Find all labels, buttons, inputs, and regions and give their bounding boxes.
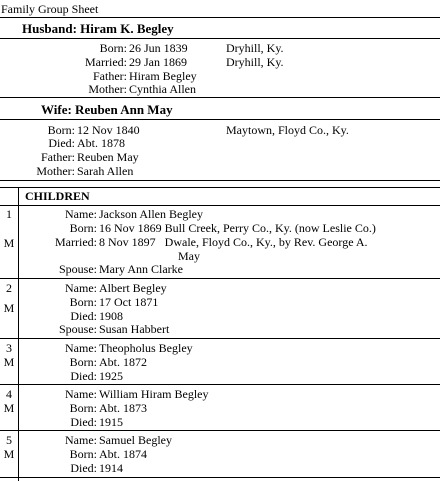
father-label: Father:	[93, 69, 127, 83]
born-date: 12 Nov 1840	[77, 123, 140, 137]
mother-label: Mother:	[36, 164, 75, 178]
died-label: Died:	[48, 136, 75, 150]
divider	[0, 430, 440, 431]
child-died: 1915	[99, 415, 123, 429]
name-label: Name:	[65, 387, 97, 401]
child-sex: M	[3, 236, 15, 250]
born-label: Born:	[69, 295, 97, 309]
married-label: Married:	[85, 55, 127, 69]
born-label: Born:	[69, 355, 97, 369]
child-number: 5	[6, 433, 12, 447]
child-spouse: Susan Habbert	[99, 322, 170, 336]
child-died: 1925	[99, 369, 123, 383]
father-name: Reuben May	[77, 150, 139, 164]
died-label: Died:	[70, 415, 97, 429]
child-number: 1	[6, 207, 12, 221]
child-name: Jackson Allen Begley	[99, 207, 203, 221]
born-place: Dryhill, Ky.	[226, 41, 284, 55]
married-label: Married:	[55, 235, 97, 249]
married-place: Dryhill, Ky.	[226, 55, 284, 69]
spouse-label: Spouse:	[58, 322, 97, 336]
father-label: Father:	[41, 150, 75, 164]
mother-name: Sarah Allen	[77, 164, 134, 178]
mother-name: Cynthia Allen	[129, 82, 196, 96]
child-name: Samuel Begley	[99, 433, 172, 447]
died-label: Died:	[70, 461, 97, 475]
wife-header: Wife: Reuben Ann May	[41, 102, 173, 117]
divider	[0, 384, 440, 385]
divider	[0, 38, 440, 39]
divider	[0, 119, 440, 120]
child-name: William Hiram Begley	[99, 387, 209, 401]
children-header: CHILDREN	[25, 189, 90, 203]
name-label: Name:	[65, 281, 97, 295]
child-sex: M	[3, 447, 15, 461]
spouse-label: Spouse:	[58, 262, 97, 276]
child-died: 1908	[99, 309, 123, 323]
child-number: 2	[6, 281, 12, 295]
child-died: 1914	[99, 461, 123, 475]
husband-header: Husband: Hiram K. Begley	[22, 21, 174, 36]
name-label: Name:	[65, 207, 97, 221]
died-label: Died:	[70, 369, 97, 383]
child-married-cont: May	[178, 249, 200, 263]
father-name: Hiram Begley	[129, 69, 197, 83]
divider	[0, 205, 440, 206]
child-name: Theopholus Begley	[99, 341, 193, 355]
child-sex: M	[3, 401, 15, 415]
child-sex: M	[3, 355, 15, 369]
born-date: 26 Jun 1839	[129, 41, 188, 55]
child-number: 4	[6, 387, 12, 401]
child-number: 3	[6, 341, 12, 355]
divider	[0, 338, 440, 339]
divider	[0, 187, 440, 188]
child-sex: M	[3, 301, 15, 315]
number-column-divider	[18, 187, 19, 481]
divider	[0, 278, 440, 279]
born-label: Born:	[69, 221, 97, 235]
died-label: Died:	[70, 309, 97, 323]
child-married: 8 Nov 1897 Dwale, Floyd Co., Ky., by Rev. George A.	[99, 235, 368, 249]
child-born: 17 Oct 1871	[99, 295, 159, 309]
divider	[0, 17, 440, 18]
divider	[0, 477, 440, 478]
divider	[0, 180, 440, 181]
born-label: Born:	[69, 401, 97, 415]
sheet-title: Family Group Sheet	[1, 2, 99, 16]
born-label: Born:	[69, 447, 97, 461]
child-born: Abt. 1873	[99, 401, 147, 415]
born-place: Maytown, Floyd Co., Ky.	[226, 123, 349, 137]
married-date: 29 Jan 1869	[129, 55, 187, 69]
died-date: Abt. 1878	[77, 136, 125, 150]
divider	[0, 97, 440, 98]
child-name: Albert Begley	[99, 281, 167, 295]
child-born: Abt. 1872	[99, 355, 147, 369]
child-spouse: Mary Ann Clarke	[99, 262, 183, 276]
mother-label: Mother:	[88, 82, 127, 96]
child-born: 16 Nov 1869 Bull Creek, Perry Co., Ky. (now Leslie Co.)	[99, 221, 376, 235]
born-label: Born:	[99, 41, 127, 55]
name-label: Name:	[65, 433, 97, 447]
born-label: Born:	[47, 123, 75, 137]
child-born: Abt. 1874	[99, 447, 147, 461]
name-label: Name:	[65, 341, 97, 355]
